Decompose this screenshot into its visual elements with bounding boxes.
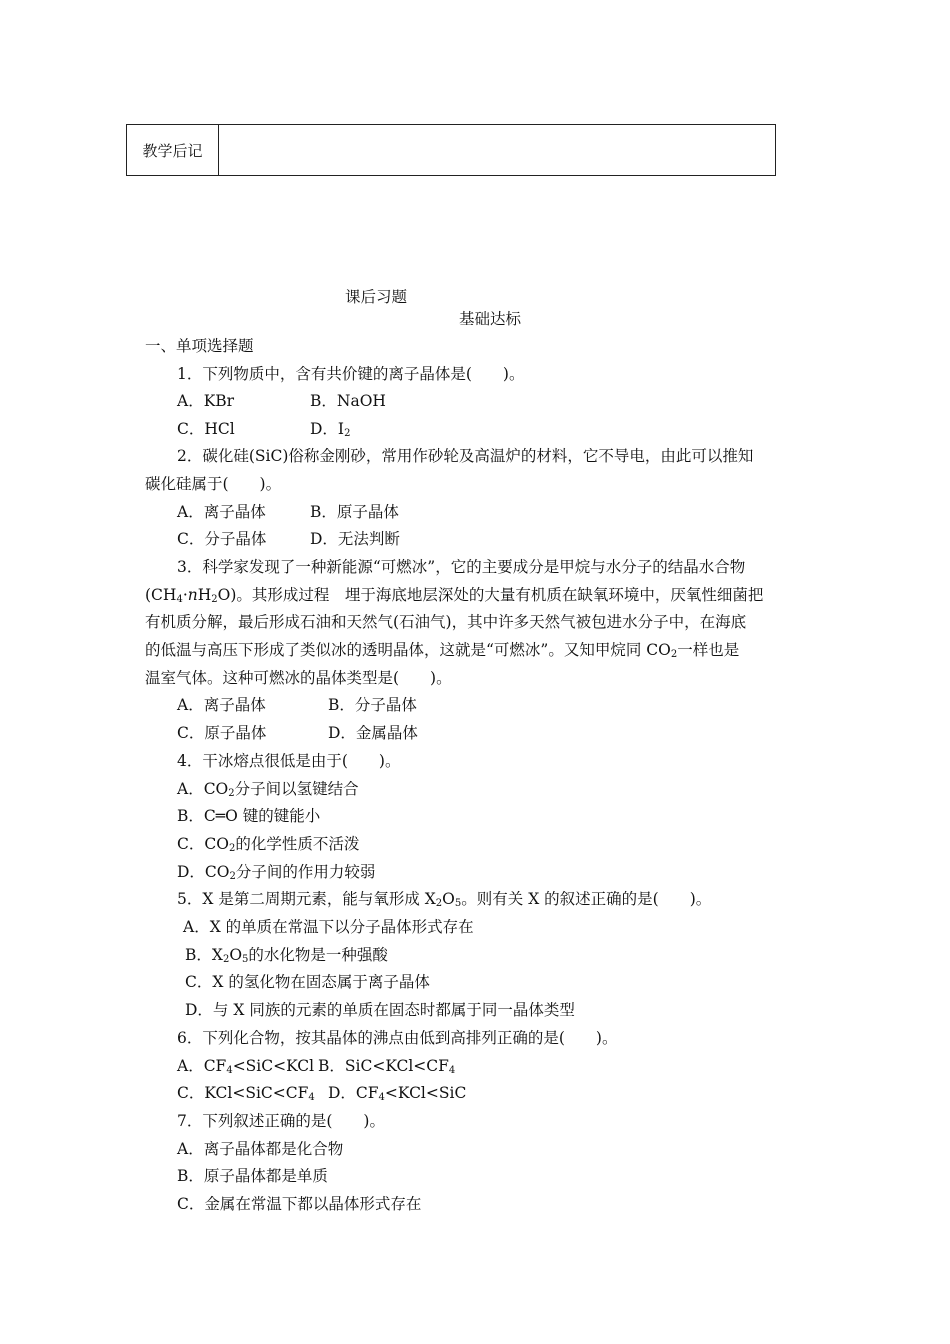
q1-options-row1	[177, 391, 386, 411]
q7-option-b: B．原子晶体都是单质	[177, 1167, 328, 1185]
q6-option-a: A．$CF_4<SiC<KCl$	[177, 1057, 315, 1076]
page-title: 课后习题	[345, 288, 408, 306]
q2-option-d: D．无法判断	[310, 530, 400, 548]
q4-option-a: A．$CO_2$分子间以氢键结合	[177, 780, 359, 799]
q3-option-a: A．离子晶体	[177, 696, 266, 714]
q2-option-b: B．原子晶体	[310, 503, 399, 521]
q3-stem-line3: 有机质分解，最后形成石油和天然气(石油气)，其中许多天然气被包进水分子中，在海底	[145, 613, 747, 631]
q1-option-c: C．HCl	[177, 420, 235, 438]
q1-stem: 1．下列物质中，含有共价键的离子晶体是( )。	[177, 365, 525, 383]
q6-option-d: D．$CF_4<KCl<SiC$	[328, 1084, 467, 1103]
q5-option-c: C．X 的氢化物在固态属于离子晶体	[185, 973, 430, 991]
q5-option-a: A．X 的单质在常温下以分子晶体形式存在	[183, 918, 474, 936]
q6-option-c: C．$KCl<SiC<CF_4$	[177, 1084, 315, 1103]
teaching-notes-table	[126, 124, 776, 176]
q6-options-row2	[177, 1083, 466, 1108]
section-heading: 一、单项选择题	[145, 337, 254, 355]
q7-option-c: C．金属在常温下都以晶体形式存在	[177, 1195, 422, 1213]
teaching-notes-content	[219, 125, 775, 175]
q2-option-c: C．分子晶体	[177, 530, 267, 548]
q5-stem: 5．X 是第二周期元素，能与氧形成 $X_2O_5$。则有关 X 的叙述正确的是( )。	[177, 890, 712, 909]
q1-options-row2	[177, 419, 350, 444]
teaching-notes-label: 教学后记	[127, 125, 219, 175]
q1-option-d: D．$I_2$	[310, 420, 351, 439]
q7-stem: 7．下列叙述正确的是( )。	[177, 1112, 385, 1130]
q5-option-b: B．$X_2O_5$的水化物是一种强酸	[185, 946, 388, 965]
page-subtitle: 基础达标	[459, 310, 522, 328]
q1-option-a: A．KBr	[177, 392, 235, 410]
q4-stem: 4．干冰熔点很低是由于( )。	[177, 752, 401, 770]
q4-option-b: B．C═O 键的键能小	[177, 807, 321, 825]
q2-stem-line2: 碳化硅属于( )。	[145, 475, 282, 493]
q3-stem-line2: $(CH_4\cdot nH_2O)$。其形成过程 埋于海底地层深处的大量有机质在缺氧环境中，厌氧性细菌把	[145, 586, 764, 605]
q2-stem-line1: 2．碳化硅(SiC)俗称金刚砂，常用作砂轮及高温炉的材料，它不导电，由此可以推知	[177, 447, 754, 465]
q2-options-row1	[177, 502, 399, 522]
q3-options-row1	[177, 695, 417, 715]
q6-options-row1	[177, 1056, 455, 1081]
q4-option-d: D．$CO_2$分子间的作用力较弱	[177, 863, 376, 882]
q6-stem: 6．下列化合物，按其晶体的沸点由低到高排列正确的是( )。	[177, 1029, 618, 1047]
q7-option-a: A．离子晶体都是化合物	[177, 1140, 344, 1158]
q6-option-b: B．$SiC<KCl<CF_4$	[318, 1057, 456, 1076]
q3-stem-line5: 温室气体。这种可燃冰的晶体类型是( )。	[145, 669, 452, 687]
q2-option-a: A．离子晶体	[177, 503, 266, 521]
q3-option-b: B．分子晶体	[328, 696, 417, 714]
q3-option-c: C．原子晶体	[177, 724, 267, 742]
q5-option-d: D．与 X 同族的元素的单质在固态时都属于同一晶体类型	[185, 1001, 575, 1019]
q3-stem-line1: 3．科学家发现了一种新能源“可燃冰”，它的主要成分是甲烷与水分子的结晶水合物	[177, 558, 746, 576]
q4-option-c: C．$CO_2$的化学性质不活泼	[177, 835, 360, 854]
q2-options-row2	[177, 529, 400, 549]
q1-option-b: B．NaOH	[310, 392, 386, 410]
q3-options-row2	[177, 723, 418, 743]
q3-stem-line4: 的低温与高压下形成了类似冰的透明晶体，这就是“可燃冰”。又知甲烷同 $CO_2$一样也是	[145, 641, 740, 660]
q3-option-d: D．金属晶体	[328, 724, 418, 742]
